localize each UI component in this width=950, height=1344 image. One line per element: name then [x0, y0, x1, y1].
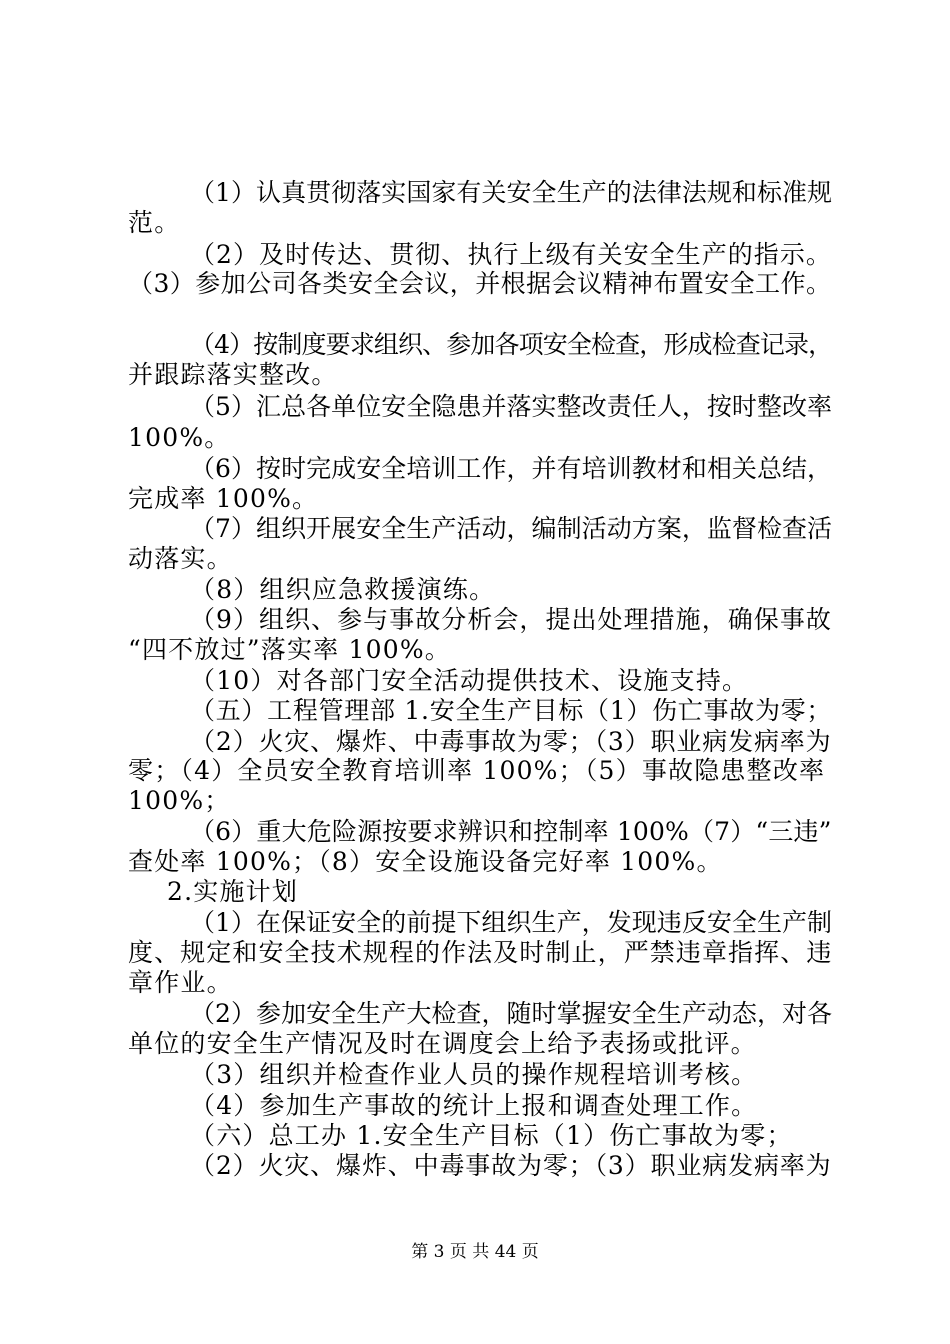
text-line: 范。 — [128, 208, 181, 237]
page-number-footer: 第 3 页 共 44 页 — [411, 1242, 539, 1262]
text-line: 并跟踪落实整改。 — [128, 360, 338, 389]
text-line: （2）火灾、爆炸、中毒事故为零；（3）职业病发病率为 — [190, 727, 832, 756]
text-line: 单位的安全生产情况及时在调度会上给予表扬或批评。 — [128, 1029, 757, 1058]
text-line: （2）及时传达、贯彻、执行上级有关安全生产的指示。 — [190, 240, 832, 269]
text-line: （6）按时完成安全培训工作，并有培训教材和相关总结， — [190, 454, 833, 483]
text-line: （2）火灾、爆炸、中毒事故为零；（3）职业病发病率为 — [190, 1151, 832, 1180]
text-line: （6）重大危险源按要求辨识和控制率 100%（7）“三违” — [190, 817, 832, 846]
text-line: （六）总工办 1.安全生产目标（1）伤亡事故为零； — [190, 1121, 793, 1150]
text-line: 查处率 100%；（8）安全设施设备完好率 100%。 — [128, 847, 723, 876]
text-line: （五）工程管理部 1.安全生产目标（1）伤亡事故为零； — [190, 696, 833, 725]
text-line: 100%； — [128, 786, 231, 815]
text-line: （1）在保证安全的前提下组织生产，发现违反安全生产制 — [190, 908, 833, 937]
text-line: （7）组织开展安全生产活动，编制活动方案，监督检查活 — [190, 514, 833, 543]
text-line: （9）组织、参与事故分析会，提出处理措施，确保事故 — [190, 605, 832, 634]
text-line: 零；（4）全员安全教育培训率 100%；（5）事故隐患整改率 — [128, 756, 826, 785]
text-line: （10）对各部门安全活动提供技术、设施支持。 — [190, 666, 749, 695]
text-line: （4）按制度要求组织、参加各项安全检查，形成检查记录， — [190, 330, 833, 359]
text-line: 动落实。 — [128, 544, 233, 573]
text-line: （5）汇总各单位安全隐患并落实整改责任人，按时整改率 — [190, 392, 833, 421]
text-line: （3）参加公司各类安全会议，并根据会议精神布置安全工作。 — [128, 269, 832, 298]
text-line: 100%。 — [128, 423, 231, 452]
text-line: 完成率 100%。 — [128, 484, 319, 513]
text-line: （3）组织并检查作业人员的操作规程培训考核。 — [190, 1060, 758, 1089]
text-line: （8）组织应急救援演练。 — [190, 575, 496, 604]
text-line: “四不放过”落实率 100%。 — [128, 635, 451, 664]
text-line: （2）参加安全生产大检查，随时掌握安全生产动态，对各 — [190, 999, 833, 1028]
text-line: 2.实施计划 — [167, 877, 299, 906]
text-line: 章作业。 — [128, 968, 233, 997]
text-line: （1）认真贯彻落实国家有关安全生产的法律法规和标准规 — [190, 178, 833, 207]
text-line: （4）参加生产事故的统计上报和调查处理工作。 — [190, 1091, 758, 1120]
text-line: 度、规定和安全技术规程的作法及时制止，严禁违章指挥、违 — [128, 938, 833, 967]
